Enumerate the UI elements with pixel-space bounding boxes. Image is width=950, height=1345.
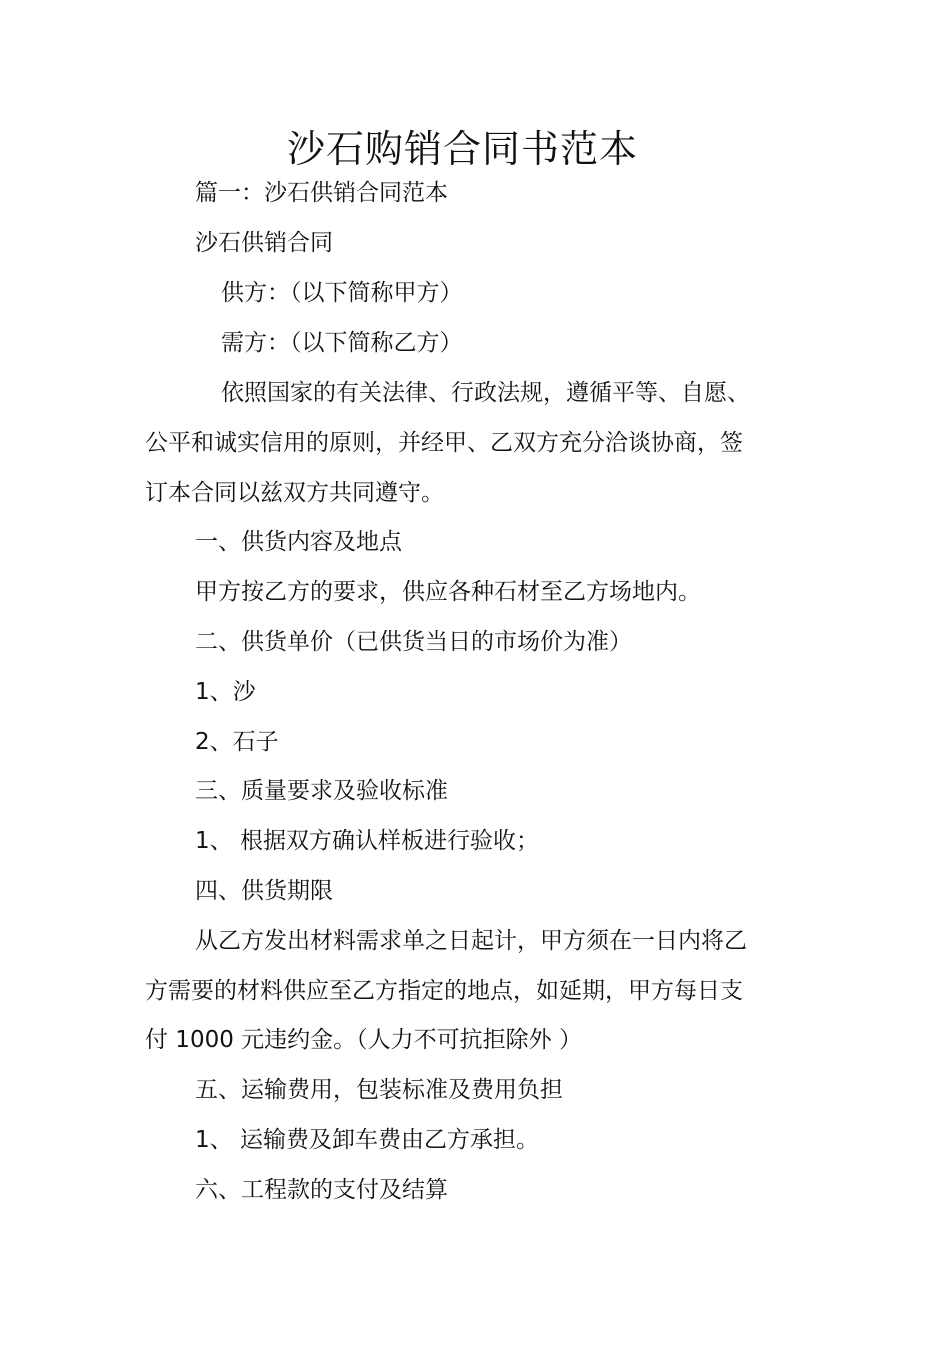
clause-1-heading: 一、供货内容及地点 — [195, 529, 402, 555]
clause-4-text-line-3: 付 1000 元违约金。（人力不可抗拒除外 ） — [145, 1027, 582, 1053]
preamble-line-1: 依照国家的有关法律、行政法规，遵循平等、自愿、 — [221, 380, 750, 406]
clause-5-item-1: 1、 运输费及卸车费由乙方承担。 — [195, 1127, 539, 1153]
clause-2-item-1: 1、沙 — [195, 679, 256, 705]
clause-3-item-1: 1、 根据双方确认样板进行验收； — [195, 828, 539, 854]
clause-3-heading: 三、质量要求及验收标准 — [195, 778, 448, 804]
preamble-line-2: 公平和诚实信用的原则，并经甲、乙双方充分洽谈协商，签 — [145, 430, 743, 456]
clause-4-text-line-2: 方需要的材料供应至乙方指定的地点，如延期，甲方每日支 — [145, 978, 743, 1004]
document-title: 沙石购销合同书范本 — [286, 127, 638, 171]
clause-2-heading: 二、供货单价（已供货当日的市场价为准） — [195, 629, 632, 655]
clause-5-heading: 五、运输费用，包装标准及费用负担 — [195, 1077, 563, 1103]
clause-6-heading: 六、工程款的支付及结算 — [195, 1177, 448, 1203]
buyer-line: 需方：（以下简称乙方） — [221, 330, 463, 356]
contract-name: 沙石供销合同 — [195, 230, 333, 256]
clause-2-item-2: 2、石子 — [195, 729, 279, 755]
clause-4-text-line-1: 从乙方发出材料需求单之日起计，甲方须在一日内将乙 — [195, 928, 747, 954]
clause-1-text: 甲方按乙方的要求，供应各种石材至乙方场地内。 — [195, 579, 701, 605]
clause-4-heading: 四、供货期限 — [195, 878, 333, 904]
preamble-line-3: 订本合同以兹双方共同遵守。 — [145, 480, 444, 506]
supplier-line: 供方：（以下简称甲方） — [221, 280, 463, 306]
section-heading-part-one: 篇一：沙石供销合同范本 — [195, 180, 448, 206]
